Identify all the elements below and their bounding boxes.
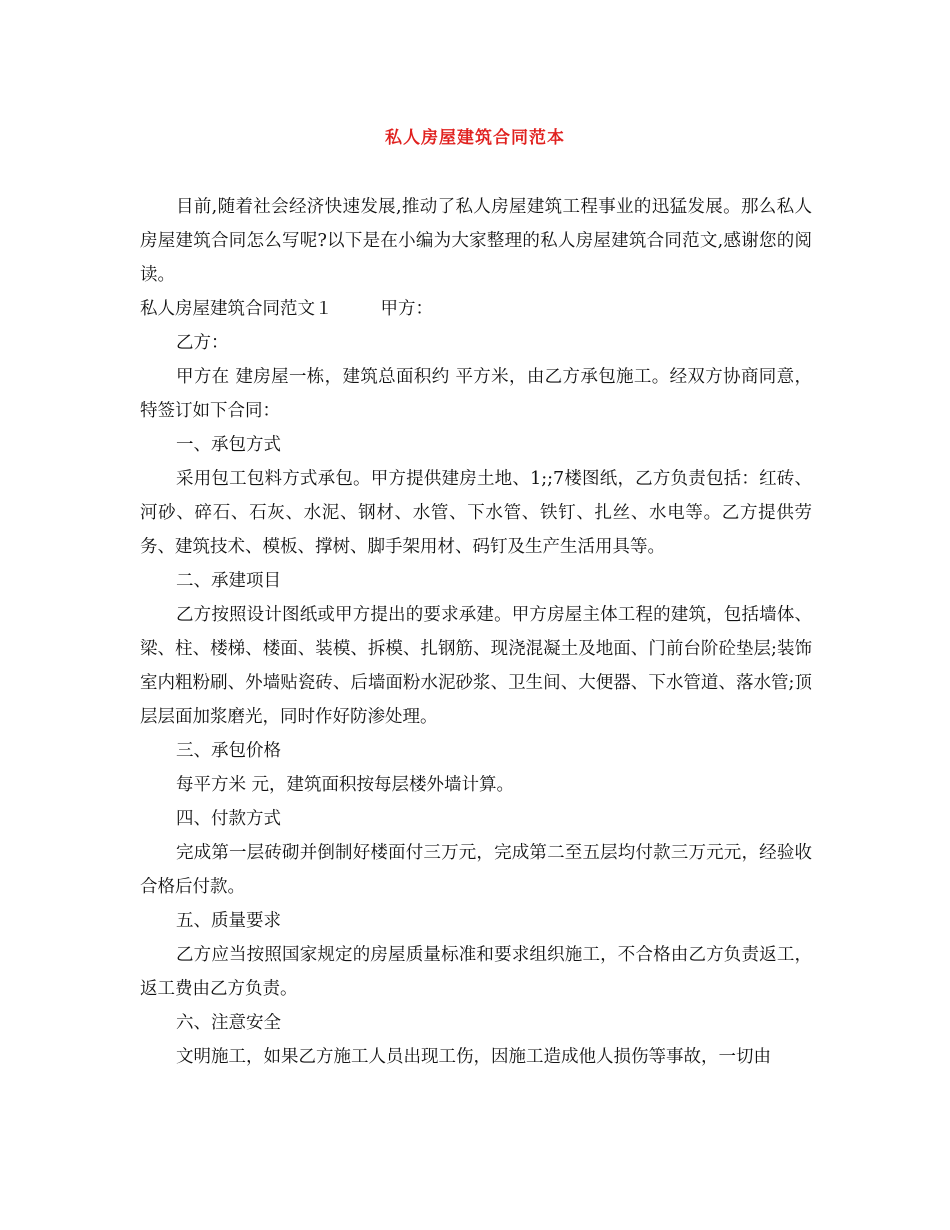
section-body: 每平方米 元，建筑面积按每层楼外墙计算。 [176, 775, 515, 795]
document-body [140, 190, 812, 1074]
section-body: 乙方应当按照国家规定的房屋质量标准和要求组织施工，不合格由乙方负责返工，返工费由乙方负责。 [140, 945, 812, 999]
section-heading: 二、承建项目 [176, 571, 281, 591]
section-body: 乙方按照设计图纸或甲方提出的要求承建。甲方房屋主体工程的建筑，包括墙体、梁、柱、楼梯、楼面、装模、拆模、扎钢筋、现浇混凝土及地面、门前台阶砼垫层;装饰室内粗粉刷、外墙贴瓷砖、后墙面粉水泥砂浆、卫生间、大便器、下水管道、落水管;顶层层面加浆磨光，同时作好防渗处理。 [140, 605, 812, 727]
section-heading: 五、质量要求 [176, 911, 281, 931]
party-a-label: 甲方： [380, 299, 433, 319]
section-heading: 四、付款方式 [176, 809, 281, 829]
sample-heading: 私人房屋建筑合同范文１ [140, 299, 333, 319]
section-body: 完成第一层砖砌并倒制好楼面付三万元，完成第二至五层均付款三万元元，经验收合格后付款。 [140, 843, 812, 897]
preamble-paragraph: 甲方在 建房屋一栋，建筑总面积约 平方米，由乙方承包施工。经双方协商同意，特签订如下合同： [140, 367, 812, 421]
section-heading: 三、承包价格 [176, 741, 281, 761]
section-body: 文明施工，如果乙方施工人员出现工伤，因施工造成他人损伤等事故，一切由 [176, 1047, 771, 1067]
sample-heading-line [140, 292, 812, 326]
section-heading: 一、承包方式 [176, 435, 281, 455]
party-b-label: 乙方： [176, 333, 229, 353]
document-title: 私人房屋建筑合同范本 [385, 128, 565, 148]
intro-paragraph: 目前,随着社会经济快速发展,推动了私人房屋建筑工程事业的迅猛发展。那么私人房屋建筑合同怎么写呢?以下是在小编为大家整理的私人房屋建筑合同范文,感谢您的阅读。 [140, 197, 812, 285]
section-body: 采用包工包料方式承包。甲方提供建房土地、1;;7楼图纸，乙方负责包括：红砖、河砂、碎石、石灰、水泥、钢材、水管、下水管、铁钉、扎丝、水电等。乙方提供劳务、建筑技术、模板、撑树、脚手架用材、码钉及生产生活用具等。 [140, 469, 812, 557]
section-heading: 六、注意安全 [176, 1013, 281, 1033]
